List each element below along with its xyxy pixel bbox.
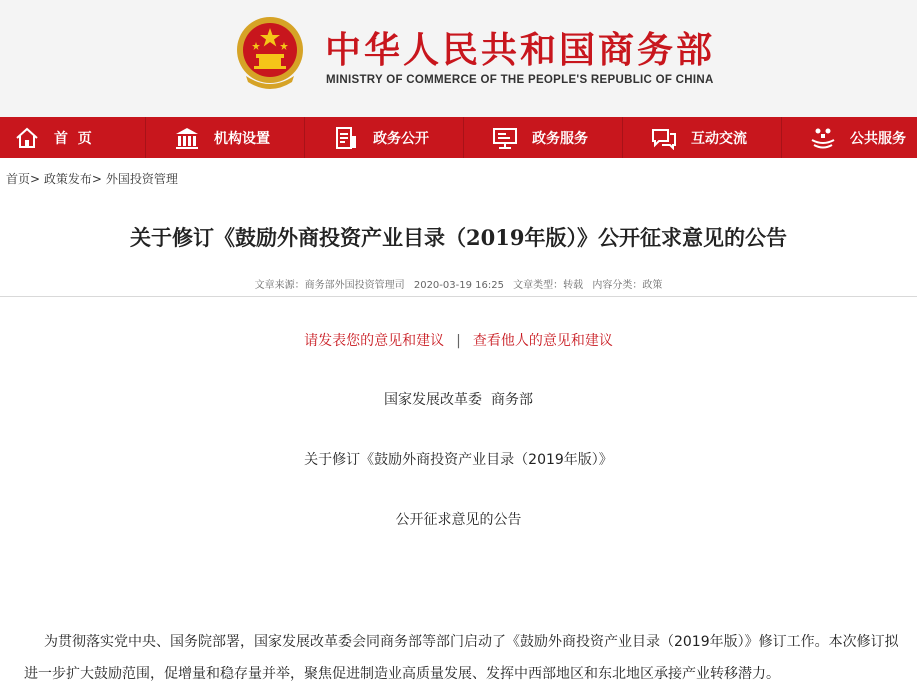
article-source: 文章来源：商务部外国投资管理司 [254,280,405,291]
nav-label: 首 页 [54,130,92,147]
home-icon [14,126,40,150]
breadcrumb-home-link[interactable]: 首页 [6,172,31,186]
feedback-links [0,330,917,350]
breadcrumb-separator: > [30,172,41,186]
article-category: 内容分类：政策 [592,280,663,291]
post-comment-link[interactable]: 请发表您的意见和建议 [304,333,445,349]
article-date: 2020-03-19 16:25 [413,280,504,291]
nav-label: 机构设置 [214,130,270,147]
nav-item-home[interactable] [0,117,146,158]
breadcrumb-foreign-investment-link[interactable]: 外国投资管理 [105,172,178,186]
site-subtitle: MINISTRY OF COMMERCE OF THE PEOPLE'S REPUBLIC OF CHINA [326,74,714,86]
national-emblem-icon[interactable] [236,16,304,90]
article-paragraph: 为贯彻落实党中央、国务院部署，国家发展改革委会同商务部等部门启动了《鼓励外商投资产业目录（2019年版）》修订工作。本次修订拟进一步扩大鼓励范围，促增量和稳存量并举，聚焦促进制造业高质量发展、发挥中西部地区和东北地区承接产业转移潜力。 [24,634,899,682]
nav-item-organization[interactable] [146,117,305,158]
feedback-separator: | [456,333,461,349]
site-title[interactable]: 中华人民共和国商务部 [325,30,716,71]
document-icon [333,126,359,150]
nav-label: 互动交流 [691,130,747,147]
nav-item-interaction[interactable] [623,117,782,158]
article-meta [0,276,917,291]
announcement-heading-line2: 公开征求意见的公告 [395,512,522,528]
breadcrumb-policy-link[interactable]: 政策发布 [43,172,92,186]
chat-icon [651,126,677,150]
service-icon [492,126,518,150]
nav-label: 政务服务 [532,130,588,147]
divider [0,296,917,297]
building-icon [174,126,200,150]
issuers-line: 国家发展改革委 商务部 [384,392,533,408]
nav-item-services[interactable] [464,117,623,158]
main-nav [0,117,917,158]
nav-item-public-services[interactable] [782,117,917,158]
article-type: 文章类型：转载 [513,280,584,291]
nav-label: 公共服务 [850,130,906,147]
page-title: 关于修订《鼓励外商投资产业目录（2019年版）》公开征求意见的公告 [130,225,787,250]
nav-label: 政务公开 [373,130,429,147]
announcement-heading-line1: 关于修订《鼓励外商投资产业目录（2019年版）》 [304,452,613,468]
breadcrumb [6,170,178,187]
view-comments-link[interactable]: 查看他人的意见和建议 [472,333,613,349]
site-header [0,0,917,117]
public-service-icon [810,126,836,150]
nav-item-government-affairs[interactable] [305,117,464,158]
breadcrumb-separator: > [91,172,102,186]
